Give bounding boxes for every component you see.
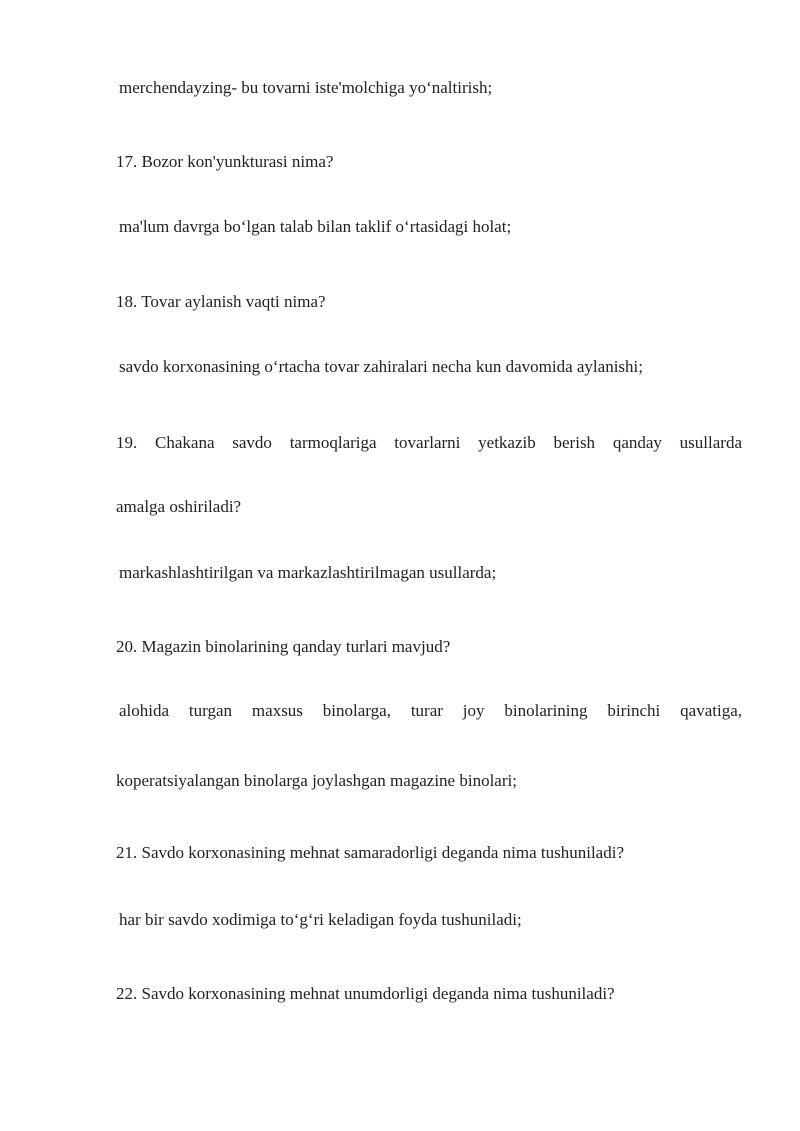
answer-continuation: koperatsiyalangan binolarga joylashgan magazine binolari; xyxy=(116,771,517,790)
answer-line: markashlashtirilgan va markazlashtirilmagan usullarda; xyxy=(119,563,497,582)
question-20: 20. Magazin binolarining qanday turlari mavjud? xyxy=(116,637,451,656)
answer-line: savdo korxonasining o‘rtacha tovar zahiralari necha kun davomida aylanishi; xyxy=(119,357,643,376)
question-18: 18. Tovar aylanish vaqti nima? xyxy=(116,292,326,311)
question-19: 19. Chakana savdo tarmoqlariga tovarlarni yetkazib berish qanday usullarda xyxy=(116,433,742,452)
answer-line: ma'lum davrga bo‘lgan talab bilan taklif o‘rtasidagi holat; xyxy=(119,217,512,236)
question-22: 22. Savdo korxonasining mehnat unumdorligi deganda nima tushuniladi? xyxy=(116,984,615,1003)
question-19-continuation: amalga oshiriladi? xyxy=(116,497,242,516)
question-17: 17. Bozor kon'yunkturasi nima? xyxy=(116,152,334,171)
question-21: 21. Savdo korxonasining mehnat samaradorligi deganda nima tushuniladi? xyxy=(116,843,624,862)
answer-line: alohida turgan maxsus binolarga, turar joy binolarining birinchi qavatiga, xyxy=(119,701,742,720)
answer-line: har bir savdo xodimiga to‘g‘ri keladigan foyda tushuniladi; xyxy=(119,910,522,929)
answer-line: merchendayzing- bu tovarni iste'molchiga yo‘naltirish; xyxy=(119,78,493,97)
